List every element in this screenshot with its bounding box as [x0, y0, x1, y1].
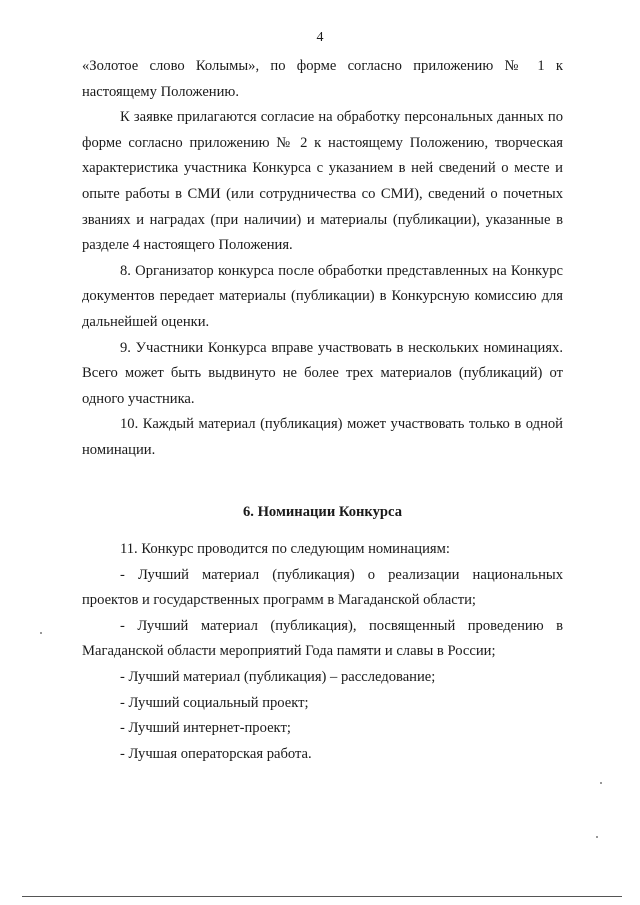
nomination-item: - Лучшая операторская работа. — [120, 745, 312, 762]
nomination-item: - Лучший материал (публикация) о реализации национальных проектов и государственных программ в Магаданской области; — [82, 566, 563, 609]
scan-edge-line — [22, 896, 622, 897]
section-heading: 6. Номинации Конкурса — [242, 503, 403, 520]
scan-speck — [600, 782, 602, 784]
paragraph-item-9: 9. Участники Конкурса вправе участвовать в нескольких номинациях. Всего может быть выдвинуто не более трех материалов (публикаций) от одного участника. — [82, 339, 563, 407]
section-intro: 11. Конкурс проводится по следующим номинациям: — [120, 541, 450, 558]
paragraph-continuation: «Золотое слово Колымы», по форме согласно приложению № 1 к настоящему Положению. — [82, 58, 563, 100]
nomination-item: - Лучший интернет-проект; — [120, 720, 291, 737]
nomination-item: - Лучший материал (публикация) – расследование; — [120, 669, 436, 686]
document-body — [82, 54, 563, 767]
nomination-item: - Лучший социальный проект; — [120, 694, 309, 711]
paragraph-item-8: 8. Организатор конкурса после обработки представленных на Конкурс документов передает материалы (публикации) в Конкурсную комиссию для дальнейшей оценки. — [82, 262, 563, 330]
paragraph-attachments: К заявке прилагаются согласие на обработку персональных данных по форме согласно приложению № 2 к настоящему Положению, творческая характеристика участника Конкурса с указанием в ней сведений о месте и опыте работы в СМИ (или сотрудничества со СМИ), сведений о почетных званиях и наградах (при наличии) и материалы (публикации), указанные в разделе 4 настоящего Положения. — [82, 109, 563, 254]
nomination-item: - Лучший материал (публикация), посвященный проведению в Магаданской области мероприятий Года памяти и славы в России; — [82, 617, 563, 660]
page-number: 4 — [316, 30, 324, 45]
scan-speck — [596, 836, 598, 838]
scan-speck — [40, 632, 42, 634]
paragraph-item-10: 10. Каждый материал (публикация) может участвовать только в одной номинации. — [82, 416, 563, 458]
